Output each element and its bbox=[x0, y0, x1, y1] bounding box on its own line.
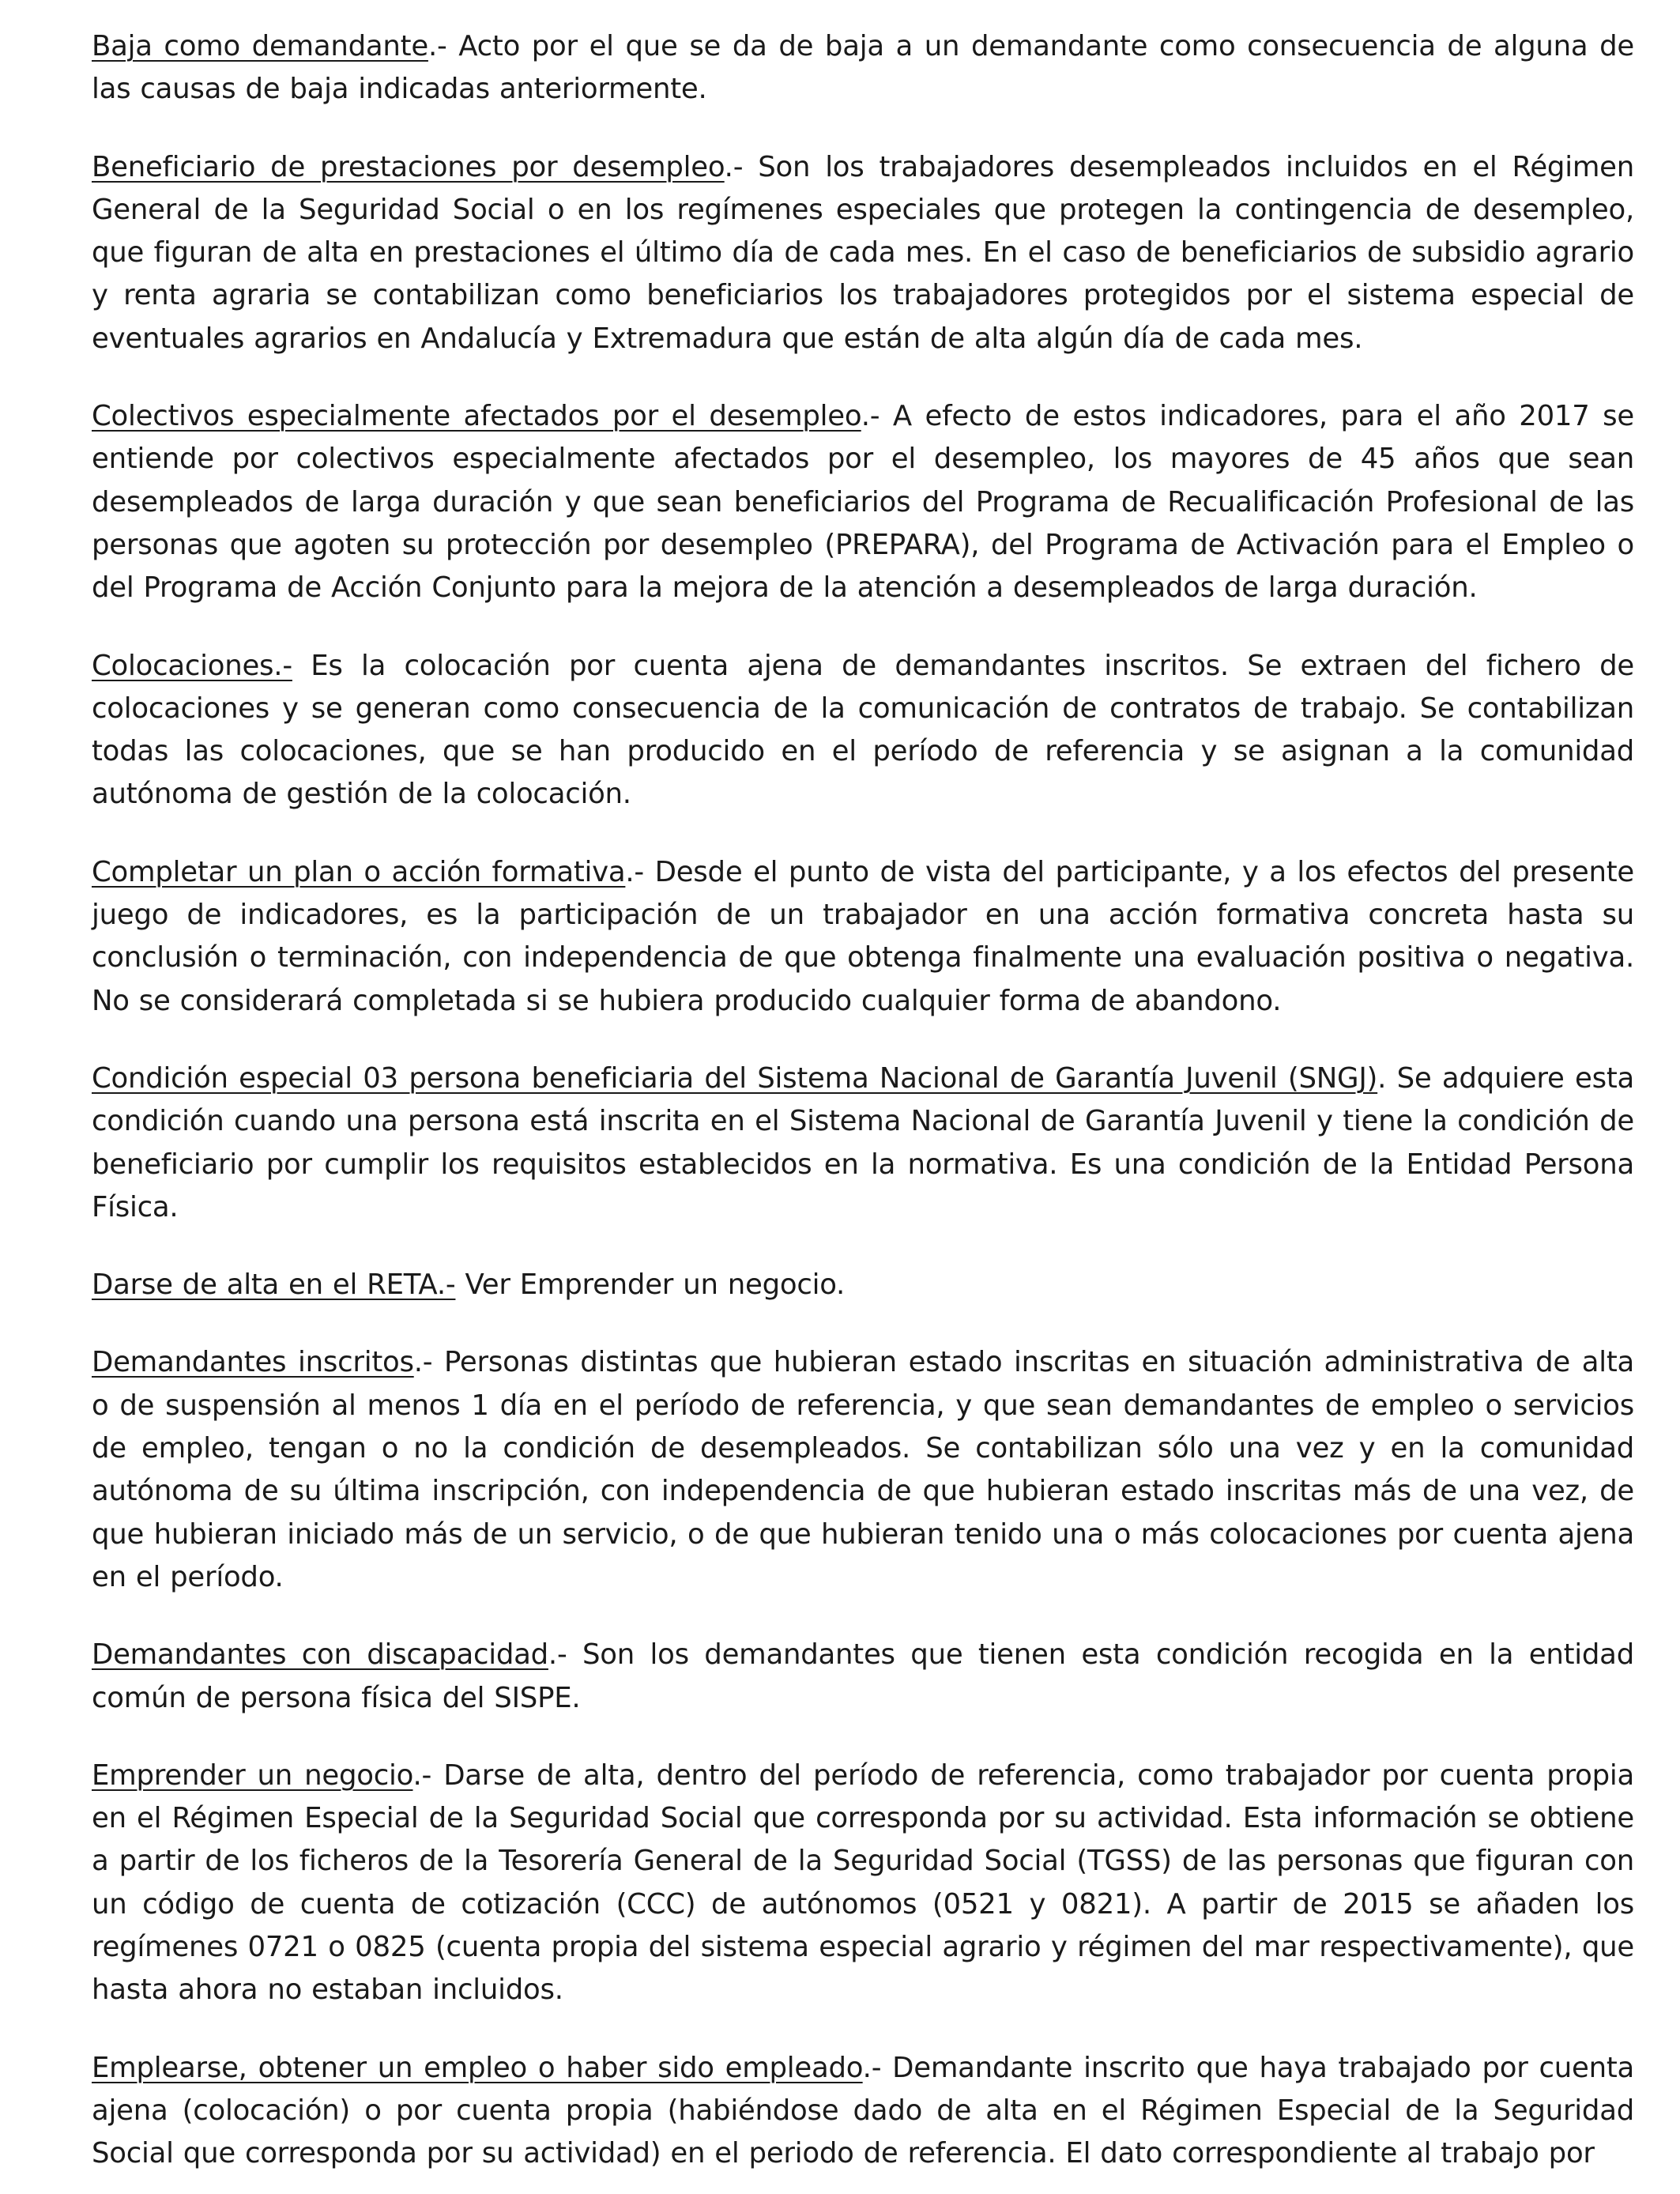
definition-text: Darse de alta, dentro del período de referencia, como trabajador por cuenta propia en el Régimen Especial de la Seguridad Social que corresponda por su actividad. Esta información se obtiene a partir de los ficheros de la Tesorería General de la Seguridad Social (TGSS) de las personas que figuran con un código de cuenta de cotización (CCC) de autónomos (0521 y 0821). A partir de 2015 se añaden los regímenes 0721 o 0825 (cuenta propia del sistema especial agrario y régimen del mar respectivamente), que hasta ahora no estaban incluidos. bbox=[92, 1759, 1634, 2007]
definition-term: Condición especial 03 persona beneficiaria del Sistema Nacional de Garantía Juvenil (SNGJ) bbox=[92, 1061, 1378, 1095]
definition-text: Son los demandantes que tienen esta condición recogida en la entidad común de persona física del SISPE. bbox=[92, 1638, 1634, 1714]
definition-term: Emprender un negocio bbox=[92, 1759, 413, 1792]
definition-term: Colocaciones.- bbox=[92, 649, 292, 682]
term-separator bbox=[292, 650, 311, 682]
term-separator: .- bbox=[548, 1638, 582, 1672]
definition-text: Acto por el que se da de baja a un demandante como consecuencia de alguna de las causas de baja indicadas anteriormente. bbox=[92, 30, 1635, 106]
definition-term: Colectivos especialmente afectados por el desempleo bbox=[92, 400, 861, 433]
definition-colocaciones bbox=[92, 645, 1634, 816]
term-separator: .- bbox=[428, 30, 459, 62]
definition-text: Es la colocación por cuenta ajena de demandantes inscritos. Se extraen del fichero de colocaciones y se generan como consecuencia de la comunicación de contratos de trabajo. Se contabilizan todas las colocaciones, que se han producido en el período de referencia y se asignan a la comunidad autónoma de gestión de la colocación. bbox=[92, 649, 1634, 811]
definition-term: Baja como demandante bbox=[92, 30, 428, 62]
definition-beneficiario-prestaciones bbox=[92, 146, 1634, 360]
term-separator: .- bbox=[625, 855, 655, 888]
definition-colectivos-afectados bbox=[92, 395, 1634, 609]
definition-text: Se adquiere esta condición cuando una persona está inscrita en el Sistema Nacional de Garantía Juvenil y tiene la condición de beneficiario por cumplir los requisitos establecidos en la normativa. Es una condición de la Entidad Persona Física. bbox=[92, 1061, 1634, 1223]
term-separator: .- bbox=[413, 1346, 444, 1379]
definition-completar-plan-formativo bbox=[92, 851, 1634, 1023]
definition-text: Demandante inscrito que haya trabajado por cuenta ajena (colocación) o por cuenta propia (habiéndose dado de alta en el Régimen Especial de la Seguridad Social que corresponda por su actividad) en el periodo de referencia. El dato correspondiente al trabajo por bbox=[92, 2051, 1634, 2170]
definition-demandantes-inscritos bbox=[92, 1341, 1634, 1599]
definition-term: Darse de alta en el RETA.- bbox=[92, 1269, 456, 1302]
term-separator: .- bbox=[861, 400, 893, 433]
definition-term: Emplearse, obtener un empleo o haber sido empleado bbox=[92, 2051, 863, 2084]
document-page bbox=[92, 25, 1634, 2175]
term-separator bbox=[455, 1269, 465, 1301]
definition-emplearse bbox=[92, 2047, 1634, 2176]
definition-emprender-negocio bbox=[92, 1755, 1634, 2012]
definition-darse-de-alta-reta bbox=[92, 1264, 1634, 1306]
definition-text: Ver Emprender un negocio. bbox=[465, 1269, 846, 1302]
definition-term: Demandantes inscritos bbox=[92, 1346, 414, 1379]
term-separator: .- bbox=[412, 1759, 444, 1792]
definition-baja-como-demandante bbox=[92, 25, 1634, 111]
term-separator: .- bbox=[862, 2051, 893, 2084]
definition-term: Beneficiario de prestaciones por desempleo bbox=[92, 150, 725, 183]
definition-text: A efecto de estos indicadores, para el año 2017 se entiende por colectivos especialmente afectados por el desempleo, los mayores de 45 años que sean desempleados de larga duración y que sean beneficiarios del Programa de Recualificación Profesional de las personas que agoten su protección por desempleo (PREPARA), del Programa de Activación para el Empleo o del Programa de Acción Conjunto para la mejora de la atención a desempleados de larga duración. bbox=[92, 400, 1634, 605]
term-separator: .- bbox=[724, 150, 759, 183]
definition-term: Demandantes con discapacidad bbox=[92, 1638, 548, 1672]
definition-term: Completar un plan o acción formativa bbox=[92, 855, 626, 888]
definition-text: Son los trabajadores desempleados incluidos en el Régimen General de la Seguridad Social o en los regímenes especiales que protegen la contingencia de desempleo, que figuran de alta en prestaciones el último día de cada mes. En el caso de beneficiarios de subsidio agrario y renta agraria se contabilizan como beneficiarios los trabajadores protegidos por el sistema especial de eventuales agrarios en Andalucía y Extremadura que están de alta algún día de cada mes. bbox=[92, 150, 1634, 355]
definition-demandantes-discapacidad bbox=[92, 1634, 1634, 1720]
definition-condicion-especial-sngj bbox=[92, 1057, 1634, 1229]
definition-text: Desde el punto de vista del participante, y a los efectos del presente juego de indicadores, es la participación de un trabajador en una acción formativa concreta hasta su conclusión o terminación, con independencia de que obtenga finalmente una evaluación positiva o negativa. No se considerará completada si se hubiera producido cualquier forma de abandono. bbox=[92, 855, 1634, 1017]
term-separator: . bbox=[1377, 1061, 1397, 1095]
definition-text: Personas distintas que hubieran estado inscritas en situación administrativa de alta o de suspensión al menos 1 día en el período de referencia, y que sean demandantes de empleo o servicios de empleo, tengan o no la condición de desempleados. Se contabilizan sólo una vez y en la comunidad autónoma de su última inscripción, con independencia de que hubieran estado inscritas más de una vez, de que hubieran iniciado más de un servicio, o de que hubieran tenido una o más colocaciones por cuenta ajena en el período. bbox=[92, 1346, 1634, 1593]
